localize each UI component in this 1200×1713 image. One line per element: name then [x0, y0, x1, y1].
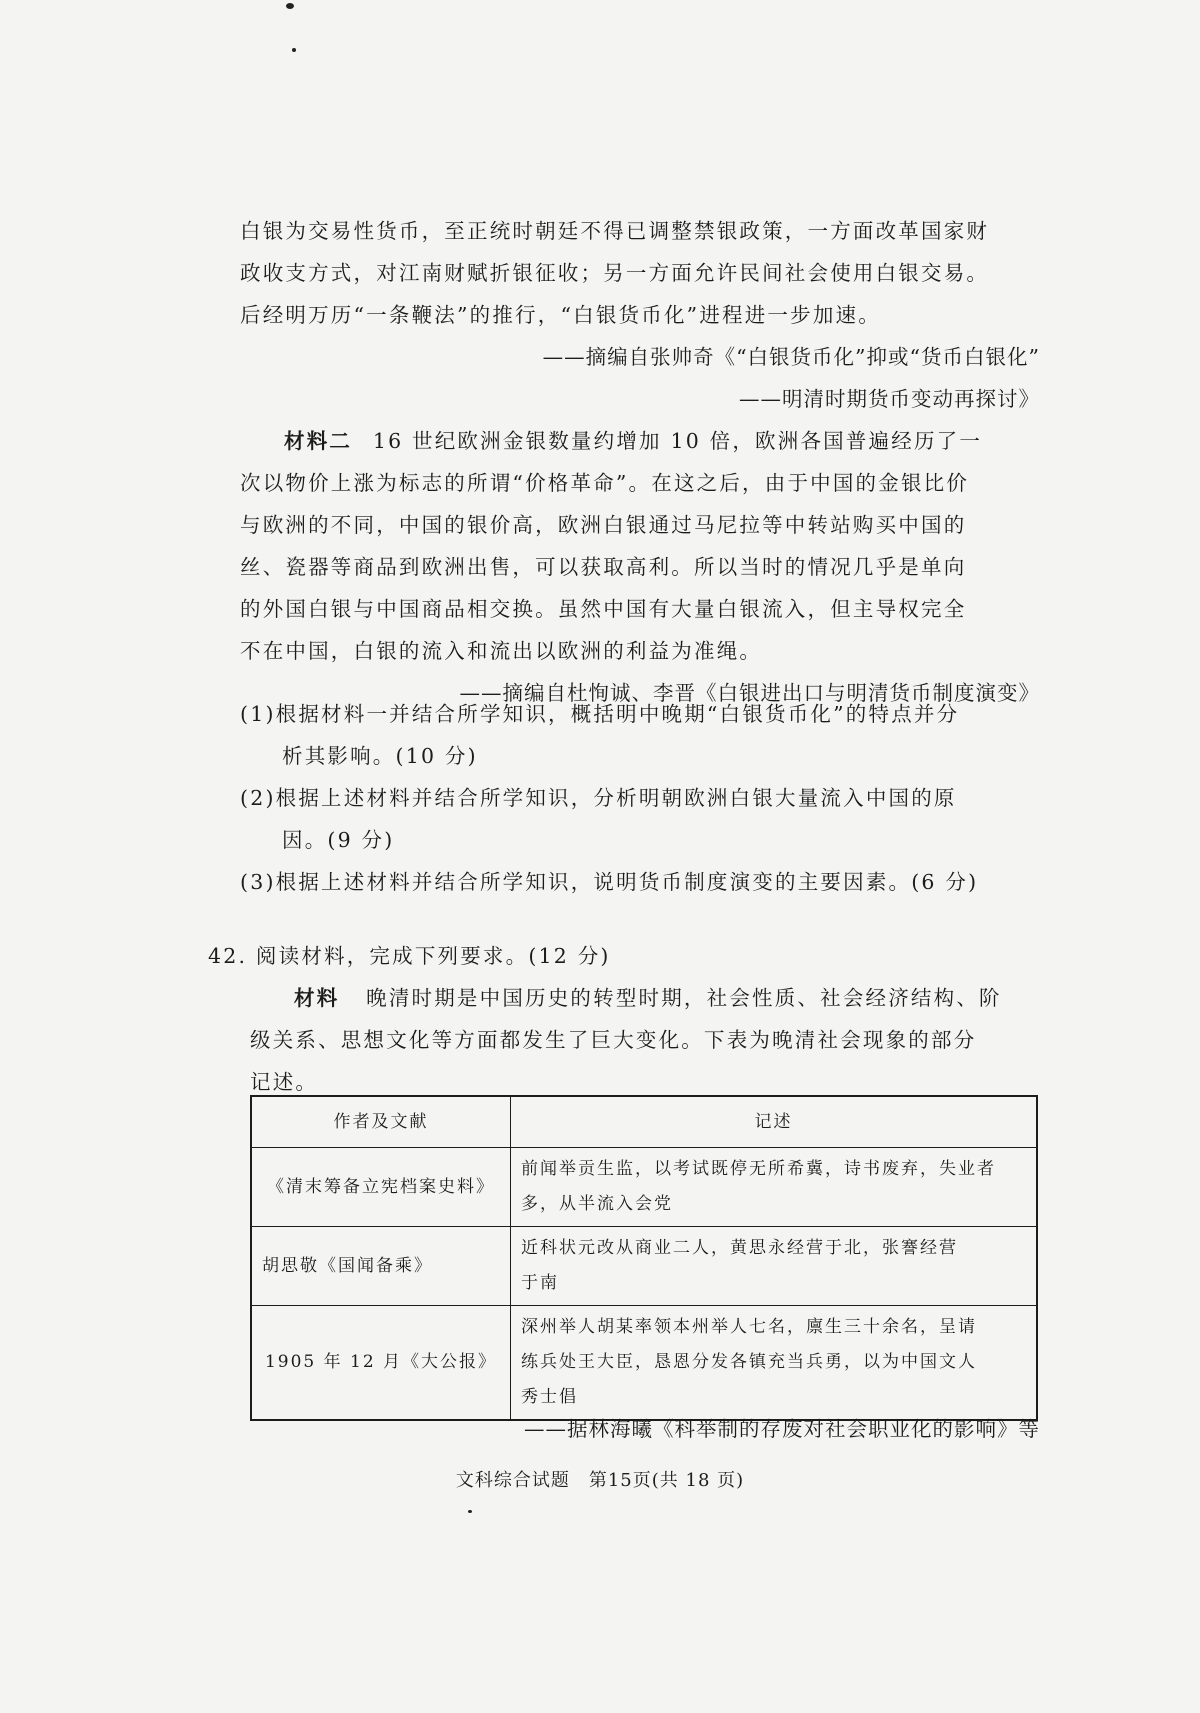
question-header: 42. 阅读材料，完成下列要求。(12 分) [208, 944, 611, 968]
table-row [251, 1227, 1037, 1306]
author-cell: 《清末筹备立宪档案史料》 [251, 1148, 511, 1227]
subquestion-1-cont: 析其影响。(10 分) [282, 744, 478, 768]
record-line: 于南 [521, 1273, 559, 1293]
record-cell [511, 1306, 1038, 1421]
record-line: 近科状元改从商业二人，黄思永经营于北，张謇经营 [521, 1238, 958, 1258]
table-row [251, 1306, 1037, 1421]
text-span: 晚清时期是中国历史的转型时期，社会性质、社会经济结构、阶 [366, 986, 1002, 1010]
column-header: 记述 [511, 1096, 1038, 1148]
subquestion-1: (1)根据材料一并结合所学知识，概括明中晚期“白银货币化”的特点并分 [240, 702, 960, 726]
text-line: 级关系、思想文化等方面都发生了巨大变化。下表为晚清社会现象的部分 [250, 1028, 977, 1052]
record-line: 多，从半流入会党 [521, 1194, 673, 1214]
text-line: 丝、瓷器等商品到欧洲出售，可以获取高利。所以当时的情况几乎是单向 [240, 555, 967, 579]
question-42 [208, 935, 1040, 1103]
record-line: 秀士倡 [521, 1387, 578, 1407]
text-line: 与欧洲的不同，中国的银价高，欧洲白银通过马尼拉等中转站购买中国的 [240, 513, 967, 537]
record-line: 深州举人胡某率领本州举人七名，廪生三十余名，呈请 [521, 1317, 977, 1337]
source-citation: ——据林海曦《科举制的存废对社会职业化的影响》等 [524, 1417, 1040, 1441]
scan-speck [468, 1510, 472, 1513]
source-citation: ——摘编自杜恂诚、李晋《白银进出口与明清货币制度演变》 [459, 681, 1040, 705]
text-line: 不在中国，白银的流入和流出以欧洲的利益为准绳。 [240, 639, 763, 663]
column-header: 作者及文献 [251, 1096, 511, 1148]
scan-speck [286, 3, 294, 9]
material-label: 材料二 [284, 429, 353, 453]
material-label: 材料 [294, 986, 340, 1010]
source-citation: ——摘编自张帅奇《“白银货币化”抑或“货币白银化” [542, 345, 1040, 369]
text-line: 后经明万历“一条鞭法”的推行，“白银货币化”进程进一步加速。 [240, 303, 881, 327]
text-line: 次以物价上涨为标志的所谓“价格革命”。在这之后，由于中国的金银比价 [240, 471, 970, 495]
author-cell: 1905 年 12 月《大公报》 [251, 1306, 511, 1421]
subquestion-3: (3)根据上述材料并结合所学知识，说明货币制度演变的主要因素。(6 分) [240, 870, 979, 894]
table-header-row [251, 1096, 1037, 1148]
scan-speck [292, 48, 296, 52]
table-source [208, 1408, 1040, 1450]
text-line: 政收支方式，对江南财赋折银征收；另一方面允许民间社会使用白银交易。 [240, 261, 990, 285]
text-line: 记述。 [250, 1070, 319, 1094]
text-line [208, 977, 1040, 1019]
records-table [250, 1095, 1038, 1421]
material-one-tail [240, 210, 1040, 420]
page-footer: 文科综合试题 第15页(共 18 页) [455, 1470, 745, 1491]
material-two [240, 420, 1040, 714]
subquestion-2: (2)根据上述材料并结合所学知识，分析明朝欧洲白银大量流入中国的原 [240, 786, 957, 810]
source-citation: ——明清时期货币变动再探讨》 [739, 387, 1040, 411]
text-line: 的外国白银与中国商品相交换。虽然中国有大量白银流入，但主导权完全 [240, 597, 967, 621]
record-cell [511, 1148, 1038, 1227]
author-cell: 胡思敬《国闻备乘》 [251, 1227, 511, 1306]
record-cell [511, 1227, 1038, 1306]
subquestion-2-cont: 因。(9 分) [282, 828, 395, 852]
question-41-subquestions [240, 693, 1040, 903]
table-row [251, 1148, 1037, 1227]
text-line: 白银为交易性货币，至正统时朝廷不得已调整禁银政策，一方面改革国家财 [240, 219, 990, 243]
record-line: 练兵处王大臣，恳恩分发各镇充当兵勇，以为中国文人 [521, 1352, 977, 1372]
record-line: 前闻举贡生监，以考试既停无所希冀，诗书废弃，失业者 [521, 1159, 996, 1179]
text-span: 16 世纪欧洲金银数量约增加 10 倍，欧洲各国普遍经历了一 [372, 429, 983, 453]
text-line [240, 420, 1040, 462]
